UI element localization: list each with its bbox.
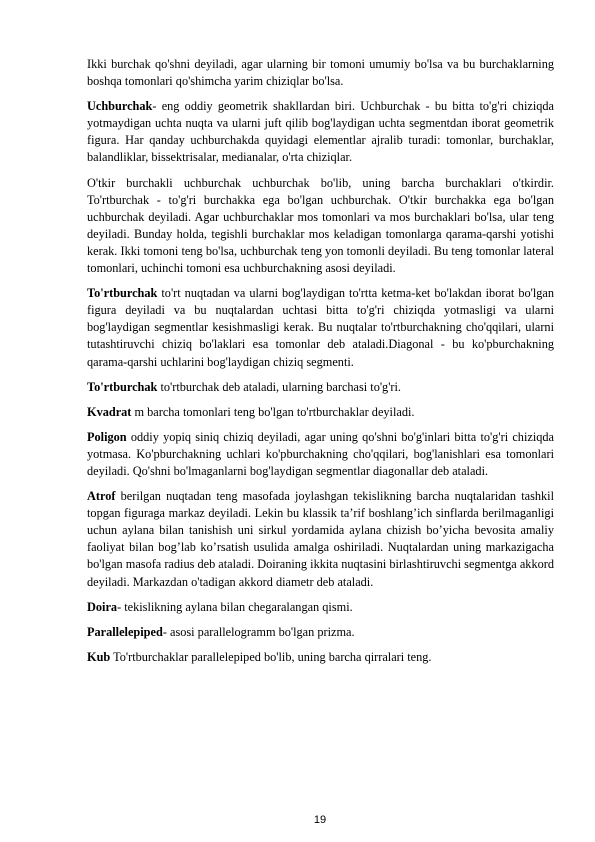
paragraph-triangle	[87, 98, 554, 166]
paragraph-polygon	[87, 429, 554, 480]
paragraph-term: Parallelepiped	[87, 624, 163, 639]
paragraph-term: To'rtburchak	[87, 286, 158, 301]
paragraph-parallelepiped	[87, 624, 554, 641]
paragraph-disk	[87, 599, 554, 616]
paragraph-text: to'rtburchak deb ataladi, ularning barchasi to'g'ri.	[157, 379, 402, 394]
paragraph-term: Kub	[87, 649, 111, 664]
paragraph-term: Kvadrat	[87, 404, 132, 419]
paragraph-text: berilgan nuqtadan teng masofada joylashgan tekislikning barcha nuqtalaridan tashkil topgan figuraga markaz deyiladi. Lekin bu klassik ta’rif boshlang’ich sinflarda berilmaganligi uchun aylana bilan tanishish uni sirkul yordamida aylana chizish bo’yicha bevosita amaliy faoliyat bilan bog’lab ko’rsatish usulida amalga oshiriladi. Nuqtalardan uning markazigacha bo'lgan masofa radius deb ataladi. Doiraning ikkita nuqtasini birlashtiruvchi segmentga akkord deyiladi. Markazdan o'tadigan akkord diametr deb ataladi.	[87, 489, 554, 589]
paragraph-term: Uchburchak	[87, 99, 153, 114]
paragraph-circle	[87, 488, 554, 591]
paragraph-text: - asosi parallelogramm bo'lgan prizma.	[162, 624, 355, 639]
paragraph-term: Atrof	[87, 489, 116, 504]
paragraph-term: Doira	[87, 599, 118, 614]
paragraph-text: to'rt nuqtadan va ularni bog'laydigan to'rtta ketma-ket bo'lakdan iborat bo'lgan figura deyiladi va bu nuqtalardan uchtasi bitta to'g'ri chiziqda yotmasligi va ularni bog'laydigan segmentlar kesishmasligi kerak. Bu nuqtalar to'rtburchakning cho'qqilari, ularni tutashtiruvchi chiziq bo'laklari esa tomonlar deb ataladi.Diagonal - bu ko'pburchakning qarama-qarshi uchlarini bog'laydigan chiziq segmenti.	[87, 286, 554, 369]
paragraph-text: - eng oddiy geometrik shakllardan biri. Uchburchak - bu bitta to'g'ri chiziqda yotmaydigan uchta nuqta va ularni juft qilib bog'laydigan uchta segmentdan iborat geometrik figura. Har qanday uchburchakda quyidagi elementlar ajralib turadi: tomonlar, burchaklar, balandliklar, bissektrisalar, medianalar, o'rta chiziqlar.	[87, 99, 554, 165]
paragraph-rectangle	[87, 379, 554, 396]
paragraph-cube	[87, 649, 554, 666]
paragraph-text: Ikki burchak qo'shni deyiladi, agar ularning bir tomoni umumiy bo'lsa va bu burchaklarning boshqa tomonlari qo'shimcha yarim chiziqlar bo'lsa.	[87, 57, 554, 89]
paragraph-term: Poligon	[87, 429, 127, 444]
paragraph-quadrilateral	[87, 285, 554, 370]
paragraph-text: oddiy yopiq siniq chiziq deyiladi, agar uning qo'shni bo'g'inlari bitta to'g'ri chiziqda yotmasa. Ko'pburchakning uchlari ko'pburchakning cho'qqilari, bog'lanishlari esa tomonlari deyiladi. Qo'shni bo'lmaganlarni bog'laydigan segmentlar diagonallar deb ataladi.	[87, 429, 554, 478]
paragraph-acute-triangle	[87, 175, 554, 278]
paragraph-adjacent-angles	[87, 56, 554, 90]
paragraph-text: O'tkir burchakli uchburchak uchburchak bo'lib, uning barcha burchaklari o'tkirdir. To'rtburchak - to'g'ri burchakka ega bo'lgan uchburchak. O'tkir burchakka ega bo'lgan uchburchak deyiladi. Agar uchburchaklar mos tomonlari va mos burchaklari bo'lsa, ular teng deyiladi. Bunday holda, tegishli burchaklar mos keladigan tomonlarga qarama-qarshi yotishi kerak. Ikki tomoni teng bo'lsa, uchburchak teng yon tomonli deyiladi. Bu teng tomonlar lateral tomonlari, uchinchi tomoni esa uchburchakning asosi deyiladi.	[87, 175, 554, 276]
paragraph-text: m barcha tomonlari teng bo'lgan to'rtburchaklar deyiladi.	[131, 404, 415, 419]
paragraph-text: To'rtburchaklar parallelepiped bo'lib, uning barcha qirralari teng.	[110, 649, 432, 664]
paragraph-term: To'rtburchak	[87, 379, 158, 394]
page-number: 19	[313, 814, 327, 826]
document-body	[87, 56, 554, 674]
paragraph-square	[87, 404, 554, 421]
paragraph-text: - tekislikning aylana bilan chegaralangan qismi.	[117, 599, 353, 614]
